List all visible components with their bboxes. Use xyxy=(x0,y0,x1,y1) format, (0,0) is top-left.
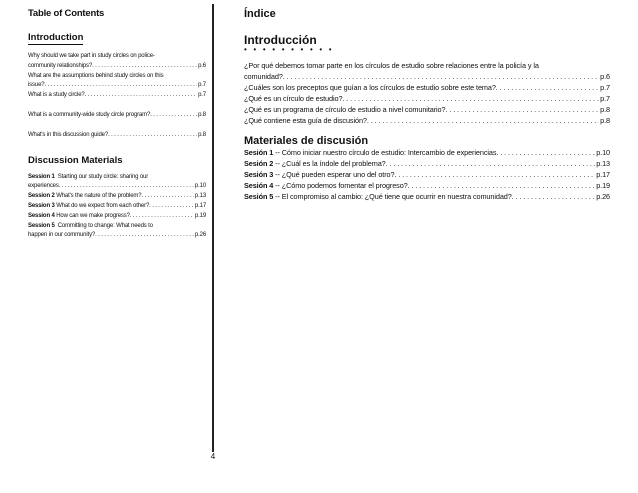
page-number: 4 xyxy=(210,452,216,461)
toc-entry[interactable] xyxy=(28,192,206,202)
toc-entry-text: happen in our community? xyxy=(28,232,96,239)
session-label: Session 5 xyxy=(28,222,55,229)
toc-entry-text: What is a community-wide study circle program? xyxy=(28,111,151,118)
toc-entry[interactable] xyxy=(28,72,206,92)
session-label: Session 3 xyxy=(28,202,55,209)
toc-entry[interactable] xyxy=(28,222,206,242)
toc-entry-text: What's in this discussion guide? xyxy=(28,131,109,138)
session-label: Session 2 xyxy=(28,193,55,200)
toc-entry[interactable] xyxy=(244,169,610,180)
toc-entry[interactable] xyxy=(28,173,206,193)
toc-page-number: p.26 xyxy=(194,232,206,239)
toc-entry-text: ¿Qué es un círculo de estudio? xyxy=(244,94,343,103)
leader-dots xyxy=(496,82,599,93)
toc-entry-text: -- El compromiso al cambio: ¿Qué tiene que ocurrir en nuestra comunidad? xyxy=(275,192,512,201)
leader-dots xyxy=(44,81,197,91)
column-divider xyxy=(212,4,214,452)
toc-page-number: p.17 xyxy=(194,202,206,209)
toc-page-number: p.19 xyxy=(596,181,610,190)
dotted-rule: • • • • • • • • • • xyxy=(244,45,334,54)
leader-dots xyxy=(92,62,197,72)
leader-dots xyxy=(95,231,194,241)
session-label: Sesión 4 xyxy=(244,181,274,190)
toc-entry-text: -- Cómo iniciar nuestro círculo de estudio: Intercambio de experiencias xyxy=(275,148,497,157)
session-label: Sesión 2 xyxy=(244,159,274,168)
toc-english xyxy=(28,8,206,241)
toc-page-number: p.8 xyxy=(600,105,610,114)
toc-entry[interactable] xyxy=(244,104,610,115)
toc-entry[interactable] xyxy=(28,91,206,101)
toc-page-number: p.10 xyxy=(194,183,206,190)
materials-heading-es: Materiales de discusión xyxy=(244,135,369,147)
toc-page-number: p.7 xyxy=(198,82,206,89)
session-label: Sesión 5 xyxy=(244,192,274,201)
leader-dots xyxy=(394,169,595,180)
toc-entry[interactable] xyxy=(244,60,610,82)
toc-page-number: p.10 xyxy=(596,148,610,157)
session-label: Session 1 xyxy=(28,173,55,180)
toc-entry[interactable] xyxy=(244,158,610,169)
toc-entry-text: experiences xyxy=(28,183,59,190)
toc-entry[interactable] xyxy=(244,147,610,158)
intro-heading-es: Introducción xyxy=(244,33,317,47)
toc-page-number: p.8 xyxy=(198,131,206,138)
intro-heading: Introduction xyxy=(28,32,84,43)
session-label: Session 4 xyxy=(28,212,55,219)
toc-entry[interactable] xyxy=(28,202,206,212)
toc-entry-text: What is a study circle? xyxy=(28,92,85,99)
toc-entry-text: ¿Cuáles son los preceptos que guían a los círculos de estudio sobre este tema? xyxy=(244,83,496,92)
toc-spanish xyxy=(244,8,610,202)
toc-page-number: p.13 xyxy=(194,193,206,200)
toc-page-number: p.8 xyxy=(600,116,610,125)
leader-dots xyxy=(283,71,599,82)
toc-entry-text: What do we expect from each other? xyxy=(56,202,150,209)
toc-entry[interactable] xyxy=(28,131,206,141)
toc-page-number: p.8 xyxy=(198,111,206,118)
session-label: Sesión 1 xyxy=(244,148,274,157)
toc-entry-lead: ¿Por qué debemos tomar parte en los círculos de estudio sobre relaciones entre la policía y la xyxy=(244,61,539,70)
toc-entry[interactable] xyxy=(28,111,206,121)
toc-page-number: p.7 xyxy=(600,83,610,92)
toc-entry[interactable] xyxy=(244,191,610,202)
toc-entry-text: How can we make progress? xyxy=(56,212,130,219)
session-label: Sesión 3 xyxy=(244,170,274,179)
leader-dots xyxy=(150,111,197,121)
leader-dots xyxy=(445,104,599,115)
toc-page-number: p.7 xyxy=(198,92,206,99)
toc-page-number: p.19 xyxy=(194,212,206,219)
leader-dots xyxy=(130,212,194,222)
toc-page-number: p.13 xyxy=(596,159,610,168)
toc-entry-text: ¿Qué contiene esta guía de discusión? xyxy=(244,116,367,125)
materials-heading: Discussion Materials xyxy=(28,154,123,166)
toc-entry-lead: Starting our study circle: sharing our xyxy=(57,173,149,180)
toc-entry[interactable] xyxy=(244,115,610,126)
toc-page-number: p.7 xyxy=(600,94,610,103)
toc-entry[interactable] xyxy=(244,82,610,93)
toc-entry-text: community relationships? xyxy=(28,62,93,69)
toc-entry-text: comunidad? xyxy=(244,72,283,81)
toc-entry-lead: What are the assumptions behind study circles on this xyxy=(28,72,164,79)
toc-entry[interactable] xyxy=(28,212,206,222)
toc-entry[interactable] xyxy=(28,52,206,72)
leader-dots xyxy=(367,115,599,126)
page-title-es: Índice xyxy=(244,8,276,20)
toc-page-number: p.6 xyxy=(198,62,206,69)
toc-entry[interactable] xyxy=(244,180,610,191)
leader-dots xyxy=(141,192,193,202)
toc-entry-lead: Why should we take part in study circles on police- xyxy=(28,53,155,59)
toc-page-number: p.6 xyxy=(600,72,610,81)
toc-entry-text: issue? xyxy=(28,82,45,89)
leader-dots xyxy=(386,158,596,169)
page-title: Table of Contents xyxy=(28,8,105,19)
leader-dots xyxy=(496,147,595,158)
toc-page-number: p.17 xyxy=(596,170,610,179)
toc-entry-text: ¿Qué es un programa de círculo de estudio a nivel comunitario? xyxy=(244,105,446,114)
leader-dots xyxy=(408,180,596,191)
leader-dots xyxy=(342,93,599,104)
toc-entry-text: -- ¿Qué pueden esperar uno del otro? xyxy=(275,170,395,179)
toc-entry-text: What's the nature of the problem? xyxy=(56,193,142,200)
leader-dots xyxy=(59,182,194,192)
toc-page-number: p.26 xyxy=(596,192,610,201)
leader-dots xyxy=(85,91,198,101)
toc-entry-text: -- ¿Cómo podemos fomentar el progreso? xyxy=(275,181,408,190)
leader-dots xyxy=(149,202,194,212)
leader-dots xyxy=(512,191,595,202)
toc-entry-lead: Committing to change: What needs to xyxy=(57,222,153,229)
toc-entry-text: -- ¿Cuál es la índole del problema? xyxy=(275,159,386,168)
toc-entry[interactable] xyxy=(244,93,610,104)
leader-dots xyxy=(108,131,197,141)
